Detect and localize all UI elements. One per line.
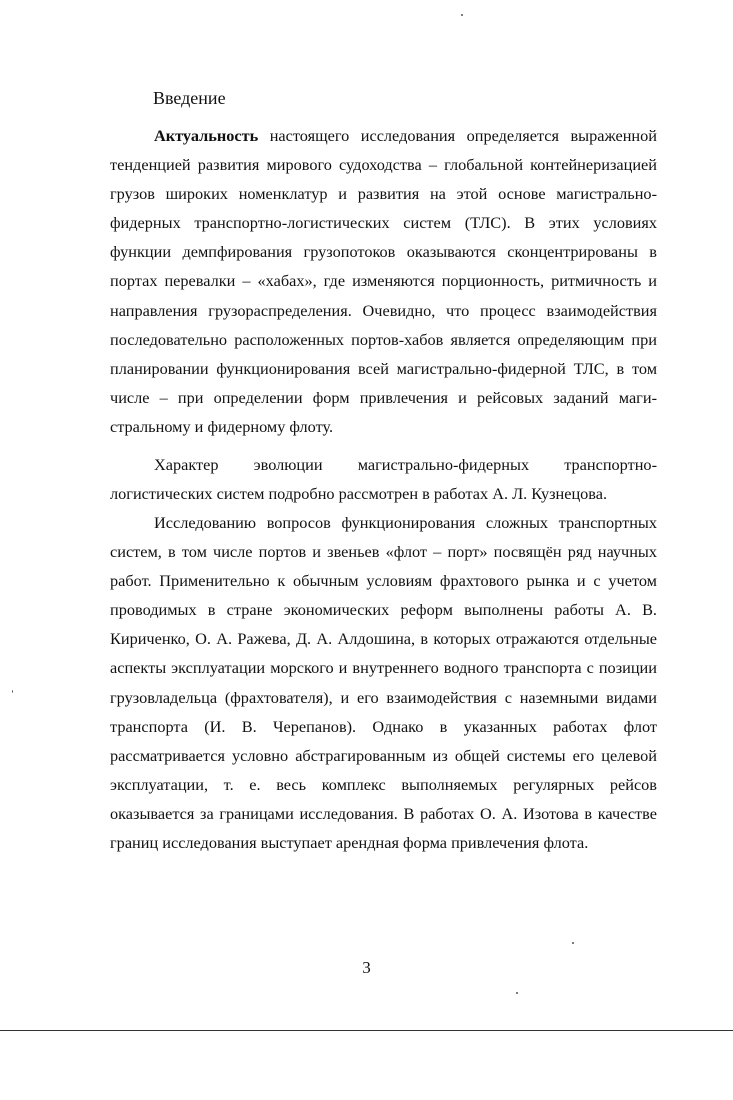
scan-speck: [12, 690, 13, 693]
paragraph-relevance: [110, 121, 657, 441]
paragraph-lead-bold: Актуальность: [154, 126, 259, 145]
paragraph-research: Исследованию вопросов функционирования сложных транспортных систем, в том числе портов и звеньев «флот – порт» посвящён ряд научных работ. Применительно к обычным условиям фрахтового рынка и с учетом проводимых в стране экономических реформ выполнены работы А. В. Кириченко, О. А. Ражева, Д. А. Алдошина, в которых отражаются отдельные аспекты эксплуатации морского и внутреннего водного транспорта с позиции грузовладельца (фрахтователя), и его взаимодействия с наземными видами транспорта (И. В. Черепанов). Однако в указанных работах флот рассматривается условно абстрагированным из общей системы его целевой эксплуатации, т. е. весь комплекс выполняемых регулярных рейсов оказывается за границами исследования. В работах О. А. Изотова в качестве границ исследования выступает арендная форма привлечения флота.: [110, 513, 657, 853]
scan-edge-line: [0, 1030, 733, 1031]
paragraph-evolution: Характер эволюции магистрально-фидерных транспортно-логистических систем подробно рассмотрен в работах А. Л. Кузнецова.: [110, 455, 657, 504]
page-number: 3: [362, 958, 371, 977]
paragraph-text: настоящего исследования определяется выраженной тенденцией развития мирового судоходства – глобальной контейнеризацией грузов широких номенклатур и развития на этой основе магистрально-фидерных транспортно-логистических систем (ТЛС). В этих условиях функции демпфирования грузопотоков оказываются сконцентрированы в портах перевалки – «хабах», где изменяются порционность, ритмичность и направления грузораспределения. Очевидно, что процесс взаимодействия последовательно расположенных портов-хабов является определяющим при планировании функционирования всей магистрально-фидерной ТЛС, в том числе – при определении форм привлечения и рейсовых заданий магистральному и фидерному флоту.: [110, 126, 657, 436]
scan-speck: [516, 992, 518, 994]
scan-speck: [461, 14, 463, 16]
section-heading: Введение: [153, 88, 226, 108]
scan-speck: [572, 942, 574, 944]
